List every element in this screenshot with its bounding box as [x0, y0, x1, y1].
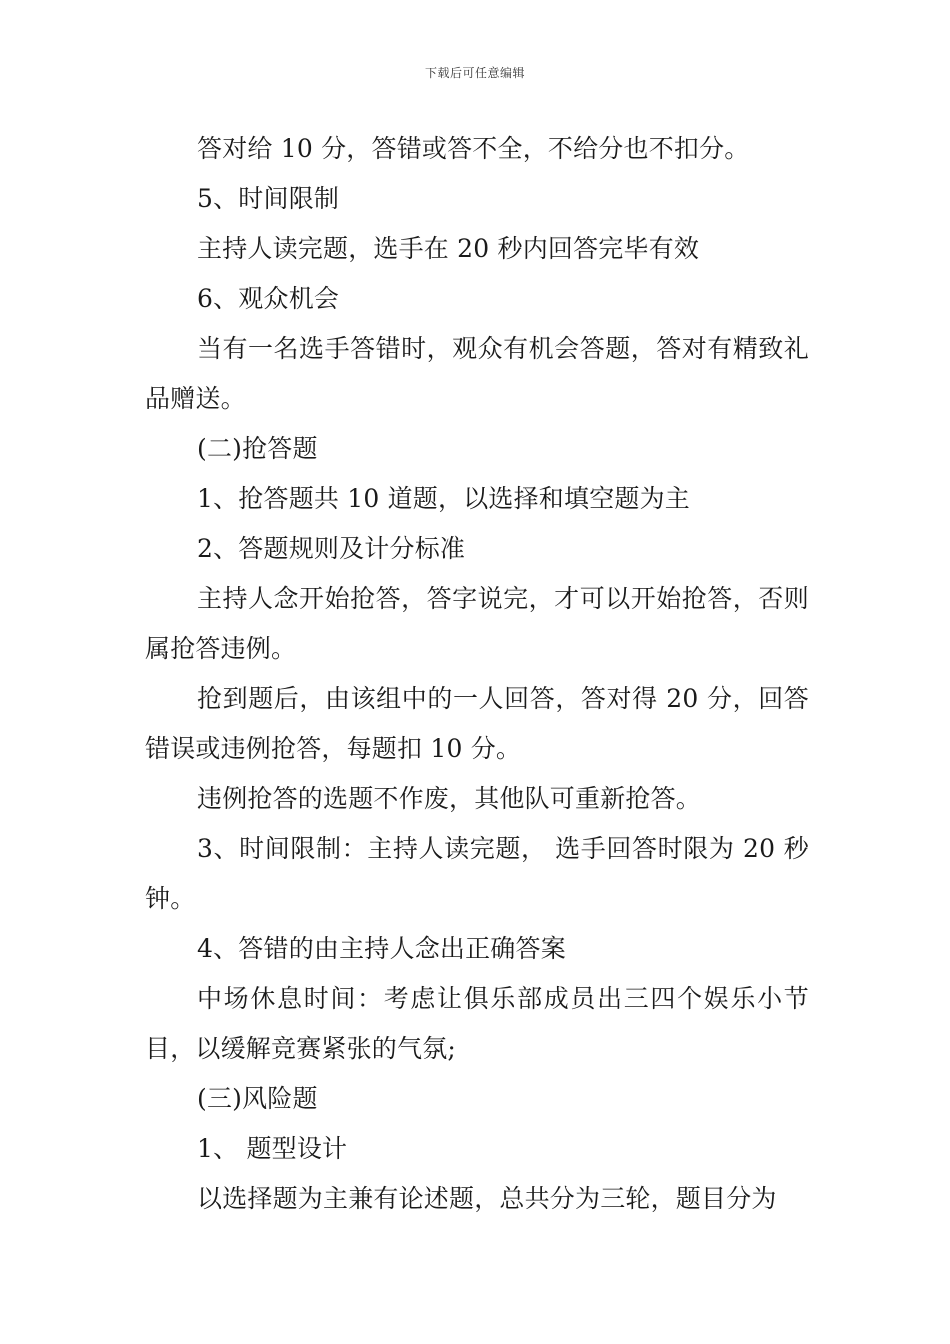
paragraph-time-limit-rule: 主持人读完题，选手在 20 秒内回答完毕有效 [197, 234, 700, 263]
paragraph-buzzer-time: 3、时间限制：主持人读完题， 选手回答时限为 20 秒钟。 [145, 834, 809, 913]
paragraph-heading-rules: 2、答题规则及计分标准 [197, 534, 466, 563]
paragraph-intermission: 中场休息时间：考虑让俱乐部成员出三四个娱乐小节目，以缓解竞赛紧张的气氛; [145, 984, 809, 1063]
paragraph-buzzer-count: 1、抢答题共 10 道题，以选择和填空题为主 [197, 484, 691, 513]
paragraph-buzzer-scoring: 抢到题后，由该组中的一人回答，答对得 20 分，回答错误或违例抢答，每题扣 10 分。 [145, 684, 809, 763]
paragraph-heading-time-limit: 5、时间限制 [197, 184, 340, 213]
paragraph-wrong-answer: 4、答错的由主持人念出正确答案 [197, 934, 566, 963]
paragraph-heading-audience: 6、观众机会 [197, 284, 340, 313]
paragraph-section-risk: (三)风险题 [197, 1084, 318, 1113]
paragraph-heading-design: 1、 题型设计 [197, 1134, 348, 1163]
paragraph-risk-design: 以选择题为主兼有论述题，总共分为三轮，题目分为 [197, 1184, 777, 1213]
paragraph-audience-rule: 当有一名选手答错时，观众有机会答题，答对有精致礼品赠送。 [145, 334, 809, 413]
page-header-note: 下载后可任意编辑 [424, 66, 525, 80]
paragraph-scoring-rule: 答对给 10 分，答错或答不全，不给分也不扣分。 [197, 134, 750, 163]
paragraph-buzzer-start: 主持人念开始抢答，答字说完，才可以开始抢答，否则属抢答违例。 [145, 584, 809, 663]
document-body [145, 124, 809, 1224]
paragraph-section-buzzer: (二)抢答题 [197, 434, 318, 463]
paragraph-violation: 违例抢答的选题不作废，其他队可重新抢答。 [197, 784, 702, 813]
